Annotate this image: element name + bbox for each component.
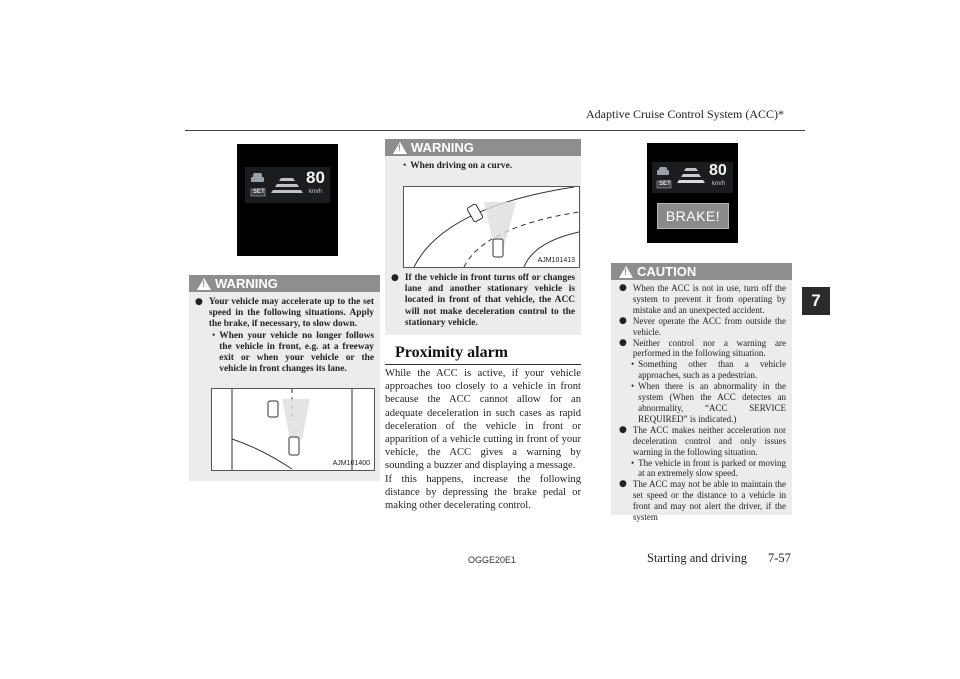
proximity-paragraph-2: If this happens, increase the following distance by depressing the brake pedal or making other decelerating control.	[385, 473, 581, 512]
caution-b3-s1-text: Something other than a vehicle approaches, such as a pedestrian.	[638, 359, 786, 381]
figure-code-2: AJM101413	[537, 257, 575, 264]
sub-bullet-icon-2: •	[403, 161, 407, 171]
warning-header-2	[385, 139, 581, 156]
distance-bars-icon-2	[677, 168, 705, 183]
lane-change-figure	[211, 388, 375, 471]
brake-display-figure	[647, 143, 738, 243]
distance-bars-icon	[271, 178, 303, 193]
page-number: 7-57	[768, 551, 791, 565]
warning-panel-2	[385, 139, 581, 335]
brake-message	[657, 203, 729, 229]
bullet-icon: ●	[195, 297, 203, 307]
section-rule	[385, 364, 581, 365]
caution-b1-text: When the ACC is not in use, turn off the system to prevent it from operating by mistake and an unexpected accident.	[632, 283, 786, 315]
header-rule	[185, 130, 805, 131]
caution-bullet-3	[619, 338, 786, 360]
bullet-icon-2: ●	[391, 273, 399, 283]
car-icon	[251, 173, 264, 182]
caution-bullet-4	[619, 425, 786, 458]
caution-triangle-icon	[619, 266, 633, 278]
own-car-icon	[289, 437, 299, 455]
bullet-icon-7: ●	[619, 479, 627, 490]
running-header: Adaptive Cruise Control System (ACC)*	[586, 107, 784, 121]
warning-title: WARNING	[215, 276, 278, 291]
caution-b4-s1-text: The vehicle in front is parked or moving at an extremely slow speed.	[638, 457, 786, 479]
caution-sub-2	[619, 381, 786, 425]
curve-sub-text: When driving on a curve.	[410, 161, 513, 171]
own-car-icon-2	[493, 239, 503, 257]
display-lcd	[245, 167, 330, 203]
acc-display-figure	[237, 144, 338, 256]
caution-header	[611, 263, 792, 280]
bullet-icon-5: ●	[619, 337, 627, 348]
speed-unit: km/h	[309, 189, 323, 195]
front-car-icon-2	[467, 204, 484, 223]
sub-bullet-icon-5: •	[631, 457, 635, 468]
set-label-2: SET	[659, 181, 671, 187]
figure-code: AJM101400	[332, 460, 370, 467]
caution-b5-text: The ACC may not be able to maintain the set speed or the distance to a vehicle in front and may not alert the driver, if the system	[632, 479, 786, 523]
set-label: SET	[253, 189, 265, 195]
front-car-icon	[268, 401, 278, 417]
warning-bullet-2-text: If the vehicle in front turns off or changes lane and another stationary vehicle is located in front of that vehicle, the ACC will not make deceleration control to the stationary vehicle.	[404, 273, 575, 328]
caution-panel	[611, 263, 792, 523]
display-lcd-2	[652, 162, 733, 193]
caution-title: CAUTION	[637, 264, 697, 279]
curve-figure	[403, 186, 580, 268]
proximity-paragraph-1: While the ACC is active, if your vehicle approaches too closely to a vehicle in front because the ACC cannot allow for an adequate deceleration in such cases as rapid deceleration of the vehicle in front or apparition of a vehicle cutting in front of your vehicle, the ACC gives a warning by sounding a buzzer and displaying a message.	[385, 368, 581, 472]
sub-bullet-icon-4: •	[631, 381, 635, 392]
brake-message-text: BRAKE!	[665, 208, 721, 224]
speed-value: 80	[306, 168, 325, 187]
warning-bullet	[195, 297, 374, 331]
bullet-icon-4: ●	[619, 315, 627, 326]
warning-sub	[195, 331, 374, 376]
warning-sub-text: When your vehicle no longer follows the vehicle in front, e.g. at a freeway exit or when your vehicle or the vehicle in front changes its lane.	[219, 330, 374, 375]
caution-bullet-2	[619, 316, 786, 338]
bullet-icon-3: ●	[619, 283, 627, 293]
curve-diagram	[404, 187, 579, 267]
speed-unit-2: km/h	[712, 181, 726, 187]
warning-bullet-2	[391, 273, 575, 329]
footer-section: Starting and driving	[647, 551, 747, 565]
proximity-body	[385, 367, 581, 512]
curve-sub	[385, 156, 581, 172]
caution-bullet-5	[619, 479, 786, 523]
chapter-tab: 7	[802, 287, 830, 315]
bullet-icon-6: ●	[619, 424, 627, 435]
footer-code: OGGE20E1	[468, 555, 517, 565]
lane-change-diagram	[212, 389, 374, 470]
sensor-range-cone	[282, 399, 310, 439]
warning-bullet-text: Your vehicle may accelerate up to the set speed in the following situations. Apply the brake, if necessary, to slow down.	[208, 297, 374, 330]
caution-sub-3	[619, 458, 786, 480]
warning-header	[189, 275, 380, 292]
caution-b2-text: Never operate the ACC from outside the vehicle.	[632, 315, 786, 337]
caution-b3-text: Neither control nor a warning are performed in the following situation.	[632, 337, 786, 359]
section-title: Proximity alarm	[395, 344, 509, 361]
sub-bullet-icon-3: •	[631, 359, 635, 370]
caution-sub-1	[619, 359, 786, 381]
warning-title-2: WARNING	[411, 140, 474, 155]
warning-triangle-icon-2	[393, 142, 407, 154]
warning-triangle-icon	[197, 278, 211, 290]
caution-bullet-1	[619, 283, 786, 316]
car-icon-2	[657, 167, 669, 175]
sub-bullet-icon: •	[212, 330, 216, 341]
caution-b3-s2-text: When there is an abnormality in the system (When the ACC detectes an abnormality, “ACC SERVICE REQUIRED” is indicated.)	[638, 381, 786, 424]
speed-value-2: 80	[709, 162, 727, 179]
warning-panel-1	[189, 275, 380, 481]
caution-b4-text: The ACC makes neither acceleration nor deceleration control and only issues warning in the following situation.	[632, 424, 786, 457]
